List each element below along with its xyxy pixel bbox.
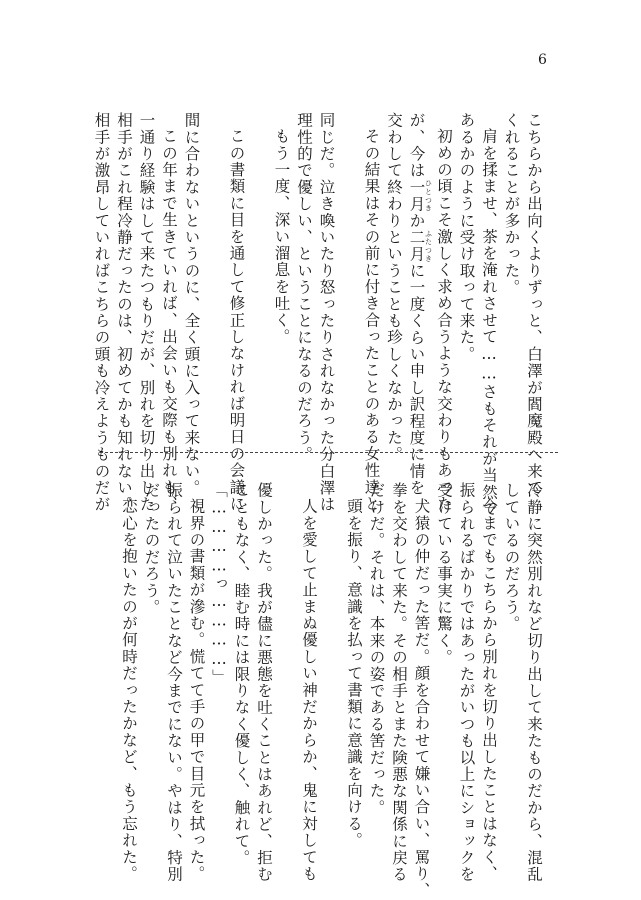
text-segment: が、今は [407,112,426,179]
text-line: 理性的で優しい、ということになるのだろう。 [295,112,313,463]
text-line: くれることが多かった。 [502,112,521,296]
ruby-base: 二月 [407,228,426,263]
text-line: 初めの頃こそ激しく求め合うような交わりもあった [435,127,453,512]
ruby-base: 一月 [407,178,426,213]
text-line: その結果はその前に付き合ったことのある女性達と [362,127,381,512]
text-line: 相手がこれ程冷静だったのは、初めてかも知れない。 [115,112,133,513]
text-line: 視界の書類が滲む。慌てて手の甲で目元を拭った。 [187,497,206,882]
section-divider [100,452,558,453]
text-line: 受けている事実に驚く。 [435,482,453,666]
text-line: 一通り経験はして来たつもりだが、別れを切り出した [137,112,156,513]
text-line: だったのだろう。 [142,482,161,616]
text-line: 同じだ。泣き喚いたり怒ったりされなかった分白澤は [317,112,336,513]
text-line [405,112,433,497]
text-line: もう一度、深い溜息を吐く。 [272,127,291,345]
text-line: 今までもこちらから別れを切り出したことはなく、 [480,497,498,882]
text-line: 振られて泣いたことなど今までにない。やはり、特別 [165,482,183,883]
text-line: 優しかった。我が儘に悪態を吐くことはあれど、拒む [255,482,273,883]
text-segment: に一度くらい申し訳程度に情を [407,262,426,497]
text-line: 「…………っ…………」 [210,482,228,686]
text-line: こともなく、睦む時には限りなく優しく、触れて。 [232,482,251,867]
ruby-word [407,178,433,213]
text-line: 間に合わないというのに、全く頭に入って来ない。 [182,112,201,497]
text-line: 犬猿の仲だった筈だ。顔を合わせて嫌い合い、罵り、 [412,497,431,899]
lower-text-block [95,482,545,899]
ruby-reading: ふたつき [424,228,433,263]
ruby-reading: ひとつき [424,178,433,213]
text-line: 冷静に突然別れなど切り出して来たものだから、混乱 [525,482,543,883]
upper-text-block [90,112,545,517]
text-line: 拳を交わして来た。その相手とまた険悪な関係に戻る [390,482,408,883]
text-line: だけだ。それは、本来の姿である筈だった。 [367,482,386,816]
text-line: 肩を揉ませ、茶を淹れさせて……さもそれが当然で [480,127,498,517]
text-line: この書類に目を通して修正しなければ明日の会議に [227,127,246,512]
ruby-word [407,228,433,263]
text-line: こちらから出向くよりずっと、白澤が閻魔殿へ来て [525,112,543,497]
text-line: 人を愛して止まぬ優しい神だからか、鬼に対しても [300,497,318,882]
text-line: この年まで生きていれば、出会いも交際も別れも、 [160,127,178,512]
page-number: 6 [538,52,547,68]
text-line: あるかのように受け取って来た。 [457,112,476,363]
text-line: 相手が激昂していればこちらの頭も冷えようものだが [92,112,111,513]
text-line: しているのだろう。 [502,482,521,633]
text-line: 振られるばかりではあったがいつも以上にショックを [457,482,476,883]
text-line: 頭を振り、意識を払って書類に意識を向ける。 [345,497,363,849]
text-segment: か [407,212,426,229]
text-line: 恋心を抱いたのが何時だったかなど、もう忘れた。 [120,497,138,882]
text-line: 交わして終わりということも珍しくなかった。 [385,112,403,463]
